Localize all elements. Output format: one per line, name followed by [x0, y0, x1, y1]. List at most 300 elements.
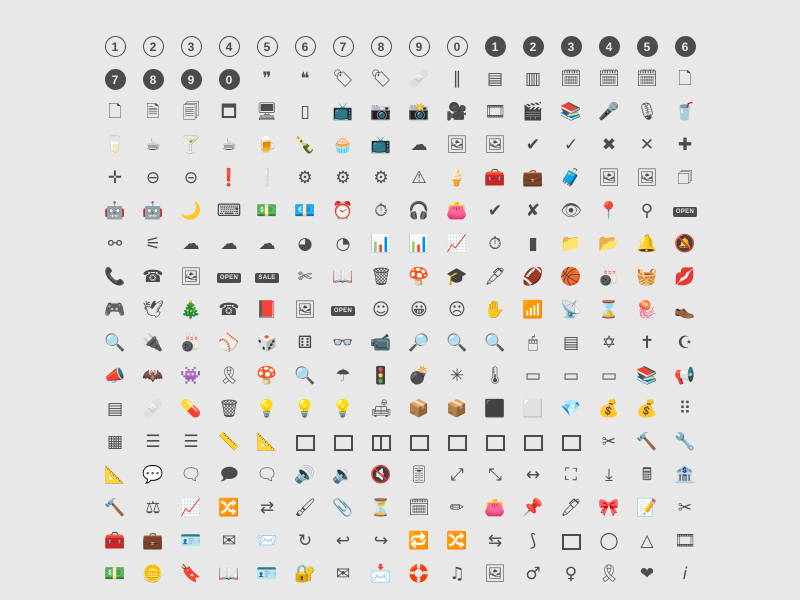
number-8-outline-icon[interactable]	[362, 30, 400, 63]
icon-glyph: 🥤	[674, 102, 696, 122]
storefront-open-icon[interactable]	[324, 294, 362, 327]
wallet-cash-icon[interactable]	[476, 492, 514, 525]
number-6-outline-icon[interactable]	[286, 30, 324, 63]
presentation-easel-icon[interactable]	[476, 558, 514, 591]
column-split-icon[interactable]	[362, 426, 400, 459]
microphone-stand-icon[interactable]	[628, 96, 666, 129]
number-3-outline-icon[interactable]	[172, 30, 210, 63]
bullhorn-icon[interactable]	[666, 360, 704, 393]
phone-handset-icon[interactable]	[96, 261, 134, 294]
list-bullet-icon[interactable]	[172, 426, 210, 459]
columns-three-icon[interactable]	[400, 426, 438, 459]
bandage-icon[interactable]	[400, 63, 438, 96]
number-2-outline-icon[interactable]	[134, 30, 172, 63]
icon-glyph: ⬜	[522, 399, 544, 419]
box-closed-icon[interactable]	[400, 393, 438, 426]
wallet-icon[interactable]	[438, 195, 476, 228]
server-icon[interactable]	[476, 63, 514, 96]
envelope-icon[interactable]	[210, 525, 248, 558]
coffee-togo-icon[interactable]	[134, 129, 172, 162]
first-aid-kit-icon[interactable]	[476, 162, 514, 195]
exclamation-circle-filled-icon[interactable]	[210, 162, 248, 195]
mail-envelope-icon[interactable]	[324, 558, 362, 591]
christmas-tree-icon[interactable]	[172, 294, 210, 327]
quote-right-icon[interactable]	[248, 63, 286, 96]
gender-male-icon[interactable]	[514, 558, 552, 591]
umbrella-icon[interactable]	[324, 360, 362, 393]
tags-double-icon[interactable]	[362, 63, 400, 96]
triangle-outline-icon[interactable]	[628, 525, 666, 558]
jellyfish-icon[interactable]	[628, 294, 666, 327]
hourglass-sand-icon[interactable]	[362, 492, 400, 525]
bomb-icon[interactable]	[400, 360, 438, 393]
open-sign-icon[interactable]	[210, 261, 248, 294]
bar-chart-icon[interactable]	[362, 228, 400, 261]
cupcake-icon[interactable]	[324, 129, 362, 162]
angel-wings-icon[interactable]	[134, 294, 172, 327]
safe-vault-icon[interactable]	[286, 558, 324, 591]
checkmark-icon[interactable]	[476, 195, 514, 228]
number-5-outline-icon[interactable]	[248, 30, 286, 63]
ruler-pencil-icon[interactable]	[96, 459, 134, 492]
plug-power-icon[interactable]	[134, 327, 172, 360]
money-bag-alt-icon[interactable]	[628, 393, 666, 426]
moon-crescent-icon[interactable]	[172, 195, 210, 228]
folder-icon[interactable]	[552, 228, 590, 261]
gear-outline-icon[interactable]	[362, 162, 400, 195]
microphone-icon[interactable]	[590, 96, 628, 129]
icon-glyph: 🗓	[636, 69, 658, 89]
magnifier-icon[interactable]	[96, 327, 134, 360]
number-3-filled-icon[interactable]	[552, 30, 590, 63]
number-7-filled-icon[interactable]	[96, 63, 134, 96]
hourglass-icon[interactable]	[590, 294, 628, 327]
image-picture-icon[interactable]	[590, 162, 628, 195]
redo-arrow-icon[interactable]	[362, 525, 400, 558]
shop-open-sign-icon[interactable]	[666, 195, 704, 228]
traffic-light-icon[interactable]	[362, 360, 400, 393]
tv-retro-icon[interactable]	[362, 129, 400, 162]
cloud-outline-icon[interactable]	[210, 228, 248, 261]
coins-icon[interactable]	[134, 558, 172, 591]
ice-cream-cone-icon[interactable]	[438, 162, 476, 195]
icon-glyph: 👞	[674, 300, 696, 320]
coffee-cup-icon[interactable]	[210, 129, 248, 162]
envelope-open-icon[interactable]	[248, 525, 286, 558]
number-9-outline-icon[interactable]	[400, 30, 438, 63]
speaker-medium-icon[interactable]	[324, 459, 362, 492]
calculator-icon[interactable]	[628, 459, 666, 492]
ruler-icon[interactable]	[210, 426, 248, 459]
cup-lid-icon[interactable]	[96, 129, 134, 162]
alarm-clock-icon[interactable]	[324, 195, 362, 228]
id-card-icon[interactable]	[172, 525, 210, 558]
soda-cup-icon[interactable]	[666, 96, 704, 129]
calendar-date-23-icon[interactable]	[628, 63, 666, 96]
database-icon[interactable]	[514, 63, 552, 96]
square-outline-icon[interactable]	[552, 525, 590, 558]
tag-icon[interactable]	[324, 63, 362, 96]
scissors-cut-alt-icon[interactable]	[666, 492, 704, 525]
pin-push-icon[interactable]	[514, 492, 552, 525]
list-view-icon[interactable]	[134, 426, 172, 459]
icon-glyph: ⌛	[598, 300, 620, 320]
grid-view-icon[interactable]	[96, 426, 134, 459]
pie-chart-outline-icon[interactable]	[324, 228, 362, 261]
layout-grid-icon[interactable]	[476, 426, 514, 459]
cube-outline-icon[interactable]	[514, 393, 552, 426]
book-reading-icon[interactable]	[210, 558, 248, 591]
wifi-signal-icon[interactable]	[514, 294, 552, 327]
suitcase-icon[interactable]	[552, 162, 590, 195]
speech-bubble-icon[interactable]	[134, 459, 172, 492]
icon-glyph: ⬛	[484, 399, 506, 419]
number-7-outline-icon[interactable]	[324, 30, 362, 63]
icon-glyph: 🔊	[294, 465, 316, 485]
photo-frame-icon[interactable]	[172, 261, 210, 294]
layout-sidebar-icon[interactable]	[514, 426, 552, 459]
lightbulb-icon[interactable]	[248, 393, 286, 426]
gender-female-icon[interactable]	[552, 558, 590, 591]
icon-glyph: ✉	[221, 531, 237, 551]
undo-arrow-icon[interactable]	[324, 525, 362, 558]
cloud-upload-icon[interactable]	[248, 228, 286, 261]
mouse-icon[interactable]	[514, 327, 552, 360]
icon-glyph: 🕊	[142, 300, 164, 320]
map-pin-icon[interactable]	[590, 195, 628, 228]
android-head-icon[interactable]	[134, 195, 172, 228]
icon-glyph: ◯	[599, 531, 619, 551]
batman-mask-icon[interactable]	[134, 360, 172, 393]
shoe-icon[interactable]	[666, 294, 704, 327]
battery-empty-icon[interactable]	[514, 360, 552, 393]
gavel-icon[interactable]	[96, 492, 134, 525]
star-of-david-icon[interactable]	[590, 327, 628, 360]
sale-tag-icon[interactable]	[248, 261, 286, 294]
camera-photo-icon[interactable]	[362, 96, 400, 129]
sliders-equalizer-icon[interactable]	[400, 459, 438, 492]
cocktail-glass-icon[interactable]	[172, 129, 210, 162]
image-download-icon[interactable]	[476, 129, 514, 162]
number-1-outline-icon[interactable]	[96, 30, 134, 63]
hammer-icon[interactable]	[628, 426, 666, 459]
column-left-icon[interactable]	[286, 426, 324, 459]
paperclip-icon[interactable]	[324, 492, 362, 525]
icon-glyph: 🖌	[294, 498, 316, 518]
book-closed-icon[interactable]	[248, 294, 286, 327]
pencil-icon[interactable]	[438, 492, 476, 525]
layers-icon[interactable]	[96, 393, 134, 426]
document-icon[interactable]	[666, 63, 704, 96]
lines-slant-icon[interactable]	[438, 63, 476, 96]
digital-clock-icon[interactable]	[362, 195, 400, 228]
document-text-icon[interactable]	[134, 96, 172, 129]
icon-glyph: 🍄	[256, 366, 278, 386]
webcam-icon[interactable]	[362, 327, 400, 360]
exclamation-circle-outline-icon[interactable]	[248, 162, 286, 195]
ribbon-bow-icon[interactable]	[590, 492, 628, 525]
grid-dots-icon[interactable]	[666, 393, 704, 426]
desktop-monitor-icon[interactable]	[248, 96, 286, 129]
music-note-icon[interactable]	[438, 558, 476, 591]
warning-triangle-icon[interactable]	[400, 162, 438, 195]
cross-christian-icon[interactable]	[628, 327, 666, 360]
scales-justice-icon[interactable]	[134, 492, 172, 525]
film-reel-icon[interactable]	[476, 96, 514, 129]
browser-window-icon[interactable]	[210, 96, 248, 129]
number-6-filled-icon[interactable]	[666, 30, 704, 63]
icon-glyph: ↔	[525, 465, 541, 485]
asterisk-sparkle-icon[interactable]	[438, 360, 476, 393]
bell-mute-icon[interactable]	[666, 228, 704, 261]
graduation-cap-icon[interactable]	[438, 261, 476, 294]
money-bag-icon[interactable]	[590, 393, 628, 426]
megaphone-icon[interactable]	[96, 360, 134, 393]
bookmark-icon[interactable]	[172, 558, 210, 591]
sitemap-icon[interactable]	[96, 228, 134, 261]
triangle-ruler-icon[interactable]	[248, 426, 286, 459]
cross-mark-icon[interactable]	[514, 195, 552, 228]
phone-alt-icon[interactable]	[134, 261, 172, 294]
check-circle-filled-icon[interactable]	[514, 129, 552, 162]
collapse-arrows-icon[interactable]	[476, 459, 514, 492]
documents-stack-icon[interactable]	[172, 96, 210, 129]
minus-circle-outline-icon[interactable]	[172, 162, 210, 195]
scissors-icon[interactable]	[590, 426, 628, 459]
minus-circle-filled-icon[interactable]	[134, 162, 172, 195]
paintbrush-icon[interactable]	[286, 492, 324, 525]
bar-chart-outline-icon[interactable]	[400, 228, 438, 261]
pill-capsule-icon[interactable]	[172, 393, 210, 426]
cloud-icon[interactable]	[172, 228, 210, 261]
icon-glyph: ⏰	[332, 201, 354, 221]
number-0-outline-icon[interactable]	[438, 30, 476, 63]
thermometer-icon[interactable]	[476, 360, 514, 393]
book-open-icon[interactable]	[324, 261, 362, 294]
books-stack-icon[interactable]	[552, 96, 590, 129]
repeat-icon[interactable]	[400, 525, 438, 558]
lightbulb-outline-icon[interactable]	[324, 393, 362, 426]
icon-glyph: 🗩	[219, 465, 239, 485]
battery-low-icon[interactable]	[552, 360, 590, 393]
number-4-filled-icon[interactable]	[590, 30, 628, 63]
beer-bottle-icon[interactable]	[286, 129, 324, 162]
document-blank-icon[interactable]	[96, 96, 134, 129]
smiley-stack-icon[interactable]	[362, 294, 400, 327]
bar-chart-alt-icon[interactable]	[438, 228, 476, 261]
shuffle-icon[interactable]	[210, 492, 248, 525]
trash-bin-icon[interactable]	[210, 393, 248, 426]
money-stack-icon[interactable]	[286, 195, 324, 228]
exchange-icon[interactable]	[476, 525, 514, 558]
icon-glyph: 👓	[332, 333, 354, 353]
box-open-icon[interactable]	[438, 393, 476, 426]
game-controller-icon[interactable]	[96, 294, 134, 327]
satellite-dish-icon[interactable]	[552, 294, 590, 327]
trash-can-icon[interactable]	[362, 261, 400, 294]
icon-glyph: ✋	[484, 300, 506, 320]
cash-bills-icon[interactable]	[248, 195, 286, 228]
bell-icon[interactable]	[628, 228, 666, 261]
bank-building-icon[interactable]	[666, 459, 704, 492]
image-upload-icon[interactable]	[438, 129, 476, 162]
swap-horizontal-icon[interactable]	[248, 492, 286, 525]
heart-icon[interactable]	[628, 558, 666, 591]
search-circle-icon[interactable]	[476, 327, 514, 360]
speech-bubbles-icon[interactable]	[172, 459, 210, 492]
info-italic-icon[interactable]	[666, 558, 704, 591]
number-4-outline-icon[interactable]	[210, 30, 248, 63]
briefcase-icon[interactable]	[514, 162, 552, 195]
film-strip-icon[interactable]	[514, 96, 552, 129]
photo-landscape-icon[interactable]	[286, 294, 324, 327]
check-circle-outline-icon[interactable]	[552, 129, 590, 162]
column-right-icon[interactable]	[324, 426, 362, 459]
diamond-gem-icon[interactable]	[552, 393, 590, 426]
images-multiple-icon[interactable]	[628, 162, 666, 195]
speech-bubble-outline-icon[interactable]	[248, 459, 286, 492]
mushroom-icon[interactable]	[400, 261, 438, 294]
wrench-icon[interactable]	[666, 426, 704, 459]
icon-glyph: 📊	[408, 234, 430, 254]
star-crescent-icon[interactable]	[666, 327, 704, 360]
icon-glyph: 🔍	[294, 366, 316, 386]
icon-glyph: 🔖	[180, 564, 202, 584]
number-1-filled-icon[interactable]	[476, 30, 514, 63]
magnifier-alt-icon[interactable]	[286, 360, 324, 393]
cloud-sync-icon[interactable]	[400, 129, 438, 162]
speech-bubble-lines-icon[interactable]	[210, 459, 248, 492]
number-9-filled-icon[interactable]	[172, 63, 210, 96]
bowling-pin-icon[interactable]	[590, 261, 628, 294]
pen-quill-icon[interactable]	[552, 492, 590, 525]
hand-wave-icon[interactable]	[476, 294, 514, 327]
icon-glyph: 📈	[446, 234, 468, 254]
crop-tool-icon[interactable]	[514, 525, 552, 558]
television-icon[interactable]	[324, 96, 362, 129]
calendar-icon[interactable]	[552, 63, 590, 96]
cube-icon[interactable]	[476, 393, 514, 426]
zoom-in-icon[interactable]	[400, 327, 438, 360]
headphones-icon[interactable]	[400, 195, 438, 228]
basketball-icon[interactable]	[552, 261, 590, 294]
speaker-volume-icon[interactable]	[286, 459, 324, 492]
tablet-icon[interactable]	[286, 96, 324, 129]
calendar-blank-icon[interactable]	[590, 63, 628, 96]
battery-full-icon[interactable]	[590, 360, 628, 393]
beer-mug-icon[interactable]	[248, 129, 286, 162]
film-negative-icon[interactable]	[666, 525, 704, 558]
layout-rows-icon[interactable]	[438, 426, 476, 459]
alien-invader-icon[interactable]	[172, 360, 210, 393]
android-robot-icon[interactable]	[96, 195, 134, 228]
close-circle-outline-icon[interactable]	[628, 129, 666, 162]
mail-open-icon[interactable]	[362, 558, 400, 591]
barcode-icon[interactable]	[514, 228, 552, 261]
close-circle-filled-icon[interactable]	[590, 129, 628, 162]
organization-chart-icon[interactable]	[134, 228, 172, 261]
banknote-icon[interactable]	[96, 558, 134, 591]
contact-card-icon[interactable]	[248, 558, 286, 591]
download-box-icon[interactable]	[590, 459, 628, 492]
american-football-icon[interactable]	[514, 261, 552, 294]
icon-glyph: 🧳	[560, 168, 582, 188]
pie-chart-icon[interactable]	[286, 228, 324, 261]
calendar-grid-icon[interactable]	[400, 492, 438, 525]
stopwatch-icon[interactable]	[476, 228, 514, 261]
dice-two-icon[interactable]	[286, 327, 324, 360]
glasses-icon[interactable]	[324, 327, 362, 360]
lightbulb-off-icon[interactable]	[286, 393, 324, 426]
icon-glyph: 🎗	[598, 564, 620, 584]
crop-frame-icon[interactable]	[552, 459, 590, 492]
ribbon-awareness-icon[interactable]	[590, 558, 628, 591]
number-0-filled-icon[interactable]	[210, 63, 248, 96]
keyboard-icon[interactable]	[210, 195, 248, 228]
layers-stack-icon[interactable]	[552, 327, 590, 360]
gears-double-icon[interactable]	[324, 162, 362, 195]
eye-icon[interactable]	[552, 195, 590, 228]
expand-arrows-icon[interactable]	[438, 459, 476, 492]
smiley-sad-icon[interactable]	[438, 294, 476, 327]
number-2-filled-icon[interactable]	[514, 30, 552, 63]
lamp-icon[interactable]	[362, 393, 400, 426]
icon-glyph: 📖	[218, 564, 240, 584]
bowling-ball-icon[interactable]	[172, 327, 210, 360]
circle-outline-icon[interactable]	[590, 525, 628, 558]
suitcase-open-icon[interactable]	[134, 525, 172, 558]
speaker-mute-icon[interactable]	[362, 459, 400, 492]
box-shape	[296, 435, 315, 451]
gear-icon[interactable]	[286, 162, 324, 195]
shuffle-arrows-icon[interactable]	[438, 525, 476, 558]
plus-circle-outline-icon[interactable]	[96, 162, 134, 195]
layout-header-icon[interactable]	[552, 426, 590, 459]
bandaid-icon[interactable]	[134, 393, 172, 426]
mushroom-alt-icon[interactable]	[248, 360, 286, 393]
number-8-filled-icon[interactable]	[134, 63, 172, 96]
scissors-cut-icon[interactable]	[286, 261, 324, 294]
baseball-icon[interactable]	[210, 327, 248, 360]
plus-circle-filled-icon[interactable]	[666, 129, 704, 162]
lips-kiss-icon[interactable]	[666, 261, 704, 294]
quote-left-icon[interactable]	[286, 63, 324, 96]
number-5-filled-icon[interactable]	[628, 30, 666, 63]
resize-horizontal-icon[interactable]	[514, 459, 552, 492]
awareness-ribbon-icon[interactable]	[210, 360, 248, 393]
edit-square-icon[interactable]	[628, 492, 666, 525]
map-marker-outline-icon[interactable]	[628, 195, 666, 228]
box-shape	[524, 435, 543, 451]
video-camera-icon[interactable]	[438, 96, 476, 129]
toolbox-icon[interactable]	[96, 525, 134, 558]
fountain-pen-icon[interactable]	[476, 261, 514, 294]
chart-growth-icon[interactable]	[172, 492, 210, 525]
phone-vintage-icon[interactable]	[210, 294, 248, 327]
icon-glyph: 🏈	[522, 267, 544, 287]
book-stack-icon[interactable]	[628, 360, 666, 393]
life-ring-icon[interactable]	[400, 558, 438, 591]
photos-stack-icon[interactable]	[666, 162, 704, 195]
camera-filled-icon[interactable]	[400, 96, 438, 129]
dice-icon[interactable]	[248, 327, 286, 360]
icon-glyph: 📦	[408, 399, 430, 419]
folder-open-icon[interactable]	[590, 228, 628, 261]
shopping-basket-icon[interactable]	[628, 261, 666, 294]
smiley-happy-icon[interactable]	[400, 294, 438, 327]
refresh-icon[interactable]	[286, 525, 324, 558]
zoom-window-icon[interactable]	[438, 327, 476, 360]
